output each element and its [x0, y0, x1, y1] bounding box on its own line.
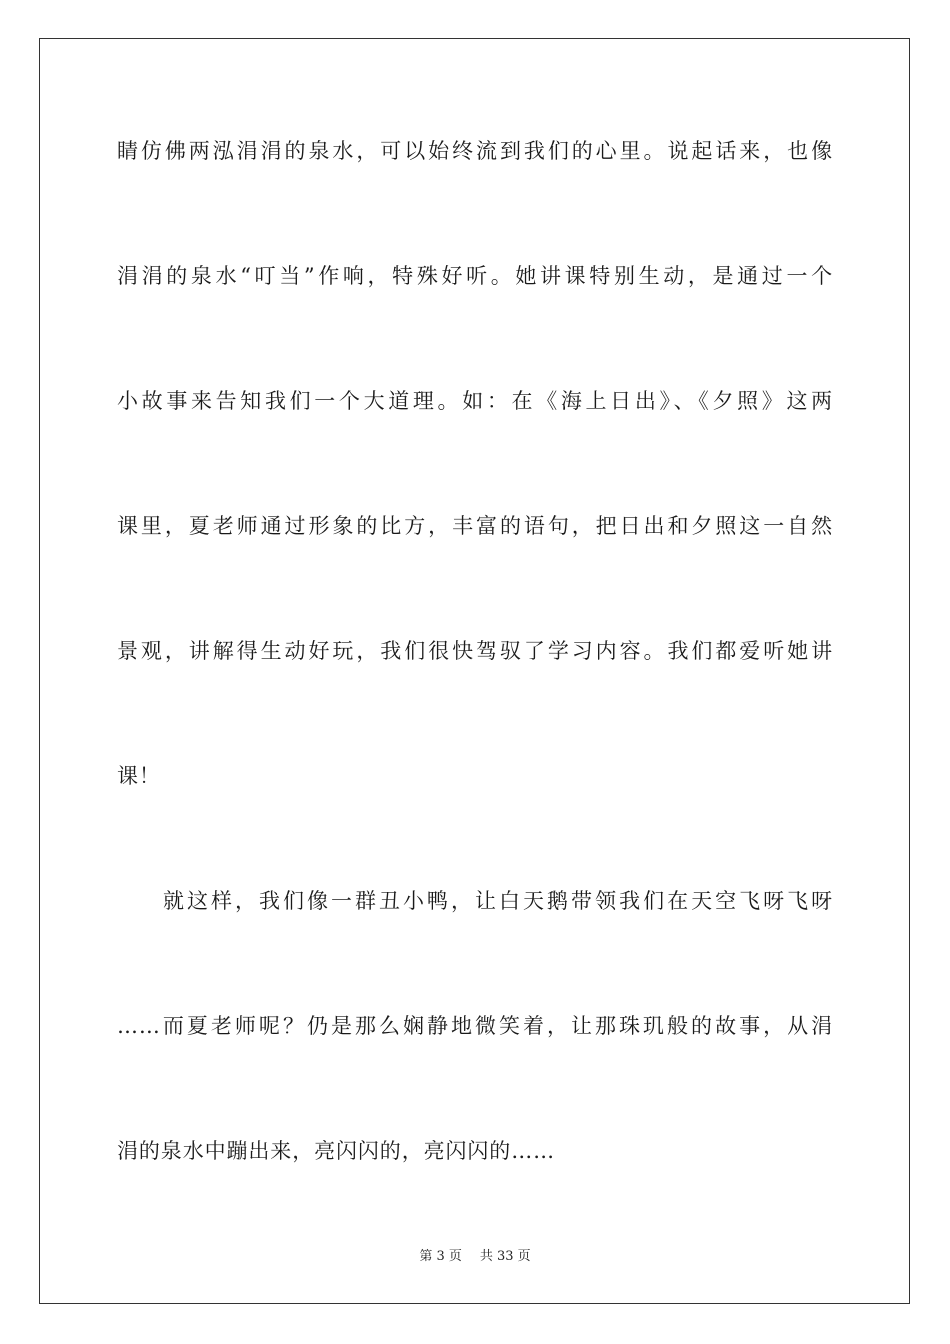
paragraph-line-4: 课里，夏老师通过形象的比方，丰富的语句，把日出和夕照这一自然: [117, 514, 833, 538]
paragraph-line-6: 课！: [117, 764, 161, 788]
paragraph-line-9: 涓的泉水中蹦出来，亮闪闪的，亮闪闪的……: [117, 1139, 555, 1163]
page-border: [39, 38, 910, 1304]
page-number: 第 3 页: [419, 1249, 462, 1264]
paragraph-line-2: 涓涓的泉水“叮当”作响，特殊好听。她讲课特别生动，是通过一个: [117, 264, 833, 288]
paragraph-line-8: ……而夏老师呢？仍是那么娴静地微笑着，让那珠玑般的故事，从涓: [117, 1014, 833, 1038]
page-footer: [0, 1248, 950, 1266]
paragraph-line-3: 小故事来告知我们一个大道理。如：在《海上日出》、《夕照》这两: [117, 389, 833, 413]
paragraph-line-1: 睛仿佛两泓涓涓的泉水，可以始终流到我们的心里。说起话来，也像: [117, 139, 833, 163]
paragraph-line-7: 就这样，我们像一群丑小鸭，让白天鹅带领我们在天空飞呀飞呀: [163, 889, 833, 913]
paragraph-line-5: 景观，讲解得生动好玩，我们很快驾驭了学习内容。我们都爱听她讲: [117, 639, 833, 663]
page-total: 共 33 页: [479, 1249, 531, 1264]
